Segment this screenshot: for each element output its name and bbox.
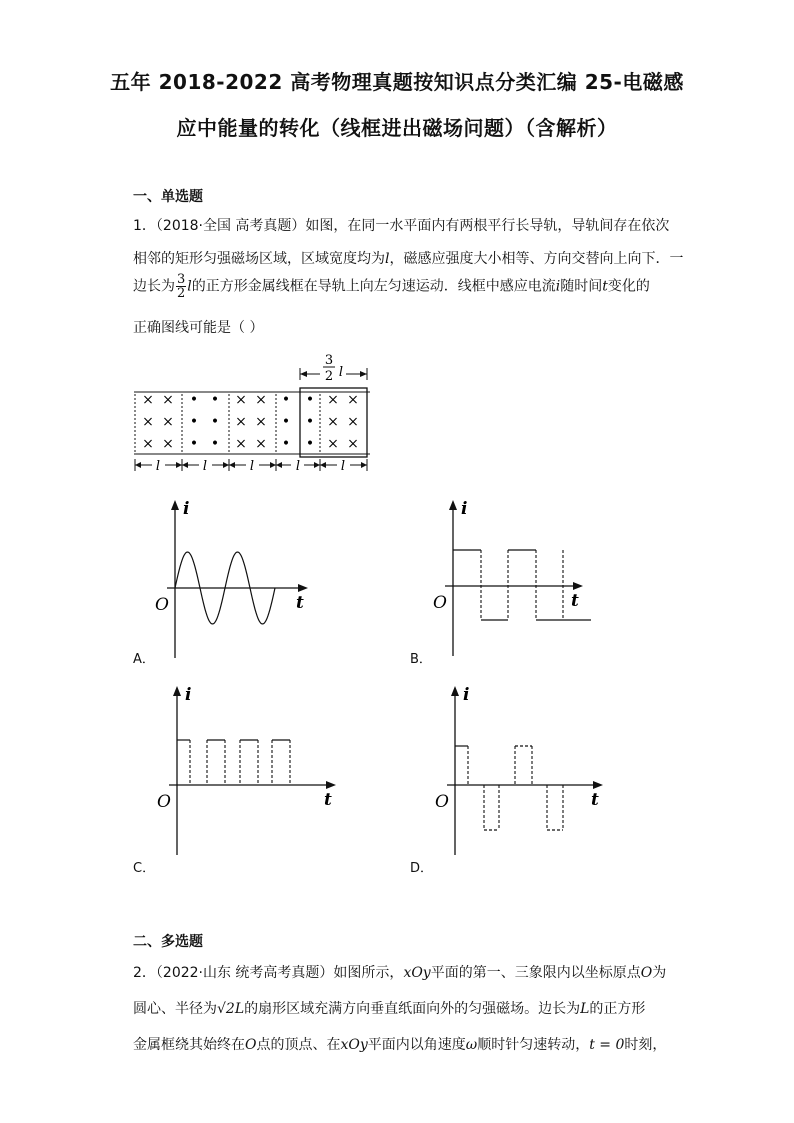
cross-symbol: × [255,414,267,430]
cross-symbol: × [142,392,154,408]
document-title-line-1: 五年 2018-2022 高考物理真题按知识点分类汇编 25-电磁感 [110,70,684,94]
option-b-graph [425,495,595,665]
dim-var-l: l [338,365,344,380]
width-label-4: l [295,459,301,474]
section-heading-single-choice: 一、单选题 [133,189,203,205]
dot-symbol: • [281,392,291,408]
option-c-graph [150,680,340,870]
cross-symbol: × [327,436,339,452]
dot-symbol: • [305,436,315,452]
width-label-3: l [249,459,255,474]
dot-symbol: • [281,414,291,430]
dot-symbol: • [210,392,220,408]
document-title-line-2: 应中能量的转化（线框进出磁场问题）（含解析） [176,116,618,140]
q2-line-2: 圆心、半径为√2L的扇形区域充满方向垂直纸面向外的匀强磁场。边长为L的正方形 [133,1001,646,1017]
fraction-three-halves: $\frac{3}{2}$ [177,272,186,301]
i-axis-arrow [449,500,457,510]
i-axis-arrow [173,686,181,696]
cross-symbol: × [162,414,174,430]
t-axis-label: t [324,790,332,810]
cross-symbol: × [327,414,339,430]
option-d-label[interactable]: D． [410,861,434,876]
q1-line-3: 边长为 $\frac{3}{2}$ l的正方形金属线框在导轨上向左匀速运动．线框中感应电流i随时间t变化的 [133,272,650,301]
cross-symbol: × [162,436,174,452]
origin-label: O [435,792,449,812]
i-axis-label: i [463,685,470,705]
i-axis-arrow [171,500,179,510]
q1-line-2: 相邻的矩形匀强磁场区域，区域宽度均为l，磁感应强度大小相等、方向交替向上向下．一 [133,251,684,267]
t-axis-label: t [296,593,304,613]
t-axis-arrow [298,584,308,592]
option-b-label[interactable]: B． [410,652,432,667]
dim-fraction-numerator: 3 [324,353,334,368]
cross-symbol: × [347,392,359,408]
dot-symbol: • [189,436,199,452]
origin-label: O [157,792,171,812]
dot-symbol: • [305,414,315,430]
q2-line-1: 2．（2022·山东 统考高考真题）如图所示，xOy平面的第一、三象限内以坐标原点O为 [133,965,667,981]
cross-symbol: × [162,392,174,408]
option-a-graph [150,495,320,665]
width-label-5: l [340,459,346,474]
cross-symbol: × [347,414,359,430]
t-axis-label: t [571,591,579,611]
cross-symbol: × [235,436,247,452]
q1-line-4: 正确图线可能是（ ） [133,320,264,336]
dot-symbol: • [281,436,291,452]
section-heading-multiple-choice: 二、多选题 [133,934,203,950]
width-label-1: l [155,459,161,474]
option-c-label[interactable]: C． [133,861,156,876]
cross-symbol: × [347,436,359,452]
dot-symbol: • [210,414,220,430]
i-axis-label: i [185,685,192,705]
t-axis-arrow [326,781,336,789]
cross-symbol: × [255,392,267,408]
cross-symbol: × [235,392,247,408]
cross-symbol: × [255,436,267,452]
dot-symbol: • [189,414,199,430]
cross-symbol: × [235,414,247,430]
origin-label: O [433,593,447,613]
cross-symbol: × [327,392,339,408]
origin-label: O [155,595,169,615]
q1-line-1: 1．（2018·全国 高考真题）如图，在同一水平面内有两根平行长导轨，导轨间存在依次 [133,218,670,234]
t-axis-arrow [573,582,583,590]
t-axis-label: t [591,790,599,810]
i-axis-label: i [183,499,190,519]
option-d-graph [425,680,615,870]
dim-fraction-denominator: 2 [324,369,334,384]
i-axis-arrow [451,686,459,696]
dot-symbol: • [305,392,315,408]
cross-symbol: × [142,414,154,430]
option-a-label[interactable]: A． [133,652,155,667]
dot-symbol: • [210,436,220,452]
t-axis-arrow [593,781,603,789]
i-axis-label: i [461,499,468,519]
width-label-2: l [202,459,208,474]
q2-line-3: 金属框绕其始终在O点的顶点、在xOy平面内以角速度ω顺时针匀速转动，t = 0时刻， [133,1037,667,1053]
magnetic-field-figure [130,350,375,475]
cross-symbol: × [142,436,154,452]
dot-symbol: • [189,392,199,408]
